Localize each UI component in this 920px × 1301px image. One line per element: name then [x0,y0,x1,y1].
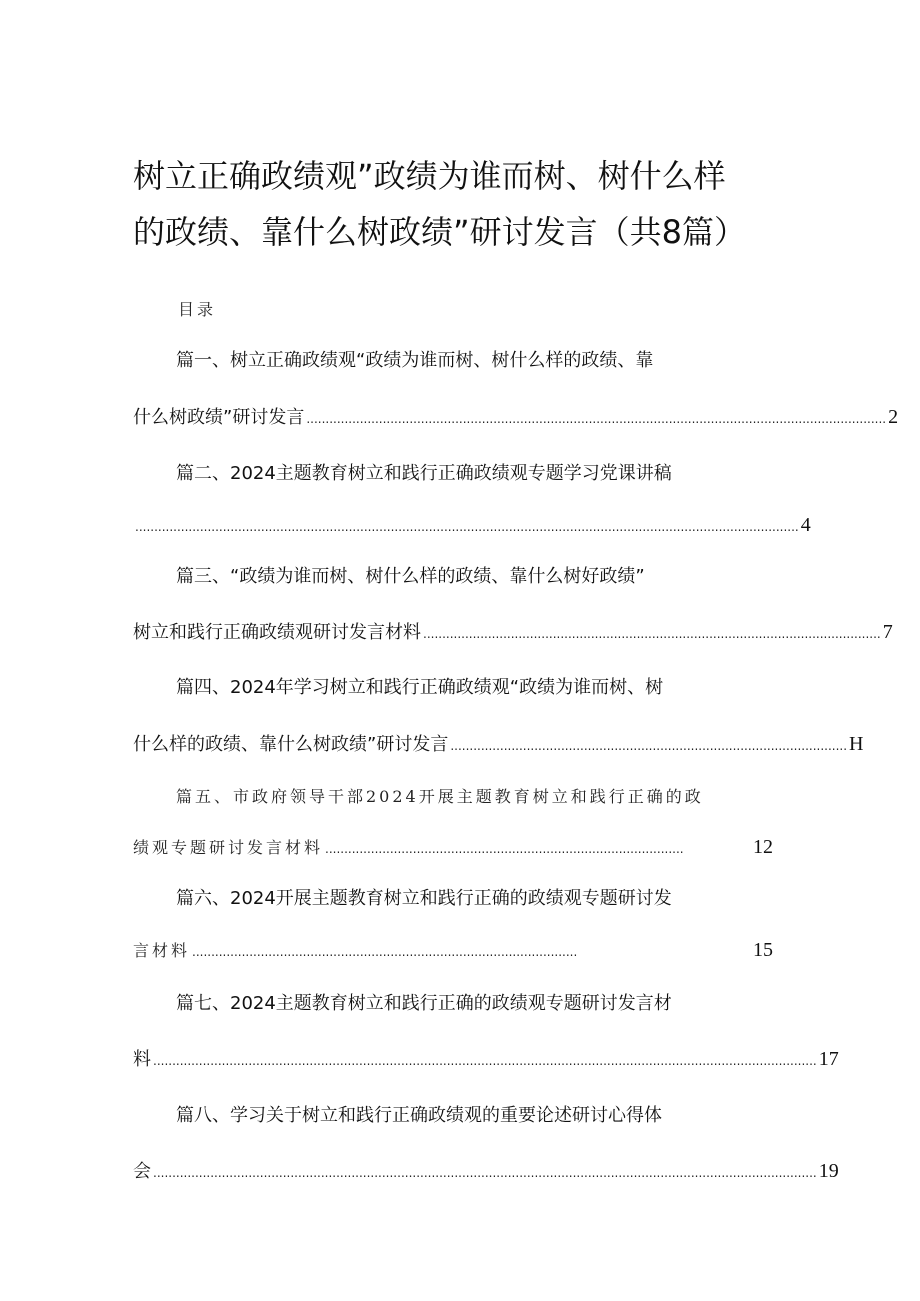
leader-dots: .............................................................................................................................................................................. [153,1054,817,1068]
toc-entry-6-text: 言材料 [133,941,191,960]
toc-entry-8-text: 会 [133,1161,151,1182]
toc-entry-6-line-1[interactable] [176,886,672,912]
leader-dots: ........................................................................................................................................................ [306,412,887,426]
toc-entry-5-page: 12 [753,836,773,858]
toc-entry-5-line-1[interactable]: 篇五、市政府领导干部2024开展主题教育树立和践行正确的政 [176,787,704,806]
leader-dots: .............................................................................................. [325,842,684,856]
toc-entry-8-line-1[interactable]: 篇八、学习关于树立和践行正确政绩观的重要论述研讨心得体 [176,1105,662,1126]
toc-entry-8-page: 19 [818,1160,839,1182]
leader-dots: ........................................................................................................................ [423,627,881,641]
leader-dots: .............................................................................................................................................................................. [135,520,799,534]
toc-entry-1-line-1[interactable]: 篇一、树立正确政绩观“政绩为谁而树、树什么样的政绩、靠 [176,350,654,371]
document-title [133,148,793,260]
toc-entry-4-line-1[interactable]: 篇四、2024年学习树立和践行正确政绩观“政绩为谁而树、树 [176,677,664,698]
toc-entry-5-line-2[interactable] [133,834,773,862]
toc-entry-5-text: 绩观专题研讨发言材料 [133,838,324,857]
toc-entry-2-line-2[interactable] [133,512,811,540]
toc-entry-7-line-2[interactable] [133,1046,839,1074]
toc-entry-7-line-1[interactable]: 篇七、2024主题教育树立和践行正确的政绩观专题研讨发言材 [176,993,672,1014]
leader-dots: ..................................................................................................... [192,945,578,959]
toc-entry-1-page: 2 [888,406,899,428]
toc-entry-3-line-2[interactable] [133,619,893,647]
toc-entry-2-line-1[interactable]: 篇二、2024主题教育树立和践行正确政绩观专题学习党课讲稿 [176,463,672,484]
toc-entry-4-line-2[interactable] [133,731,864,759]
toc-entry-6-line-2[interactable] [133,937,773,965]
toc-entry-3-page: 7 [882,621,893,643]
leader-dots: ........................................................................................................ [450,739,848,753]
toc-entry-6-heading: 篇六、2024开展主题教育树立和践行正确的政绩观专题研讨发 [176,888,672,909]
title-line-2: 的政绩、靠什么树政绩”研讨发言（共8篇） [133,213,746,251]
toc-entry-4-page: H [849,733,864,755]
toc-entry-4-text: 什么样的政绩、靠什么树政绩”研讨发言 [133,734,449,755]
toc-entry-3-text: 树立和践行正确政绩观研讨发言材料 [133,622,421,643]
toc-entry-2-page: 4 [800,514,811,536]
toc-entry-8-line-2[interactable] [133,1158,839,1186]
toc-entry-3-line-1[interactable]: 篇三、“政绩为谁而树、树什么样的政绩、靠什么树好政绩” [176,566,645,587]
toc-entry-1-line-2[interactable] [133,404,899,432]
toc-entry-1-text: 什么树政绩”研讨发言 [133,407,305,428]
title-line-1: 树立正确政绩观”政绩为谁而树、树什么样 [133,157,726,195]
leader-dots: .............................................................................................................................................................................. [153,1166,817,1180]
toc-entry-7-text: 料 [133,1049,151,1070]
toc-entry-6-page: 15 [753,939,773,961]
toc-heading: 目录 [178,300,217,319]
toc-entry-7-page: 17 [818,1048,839,1070]
